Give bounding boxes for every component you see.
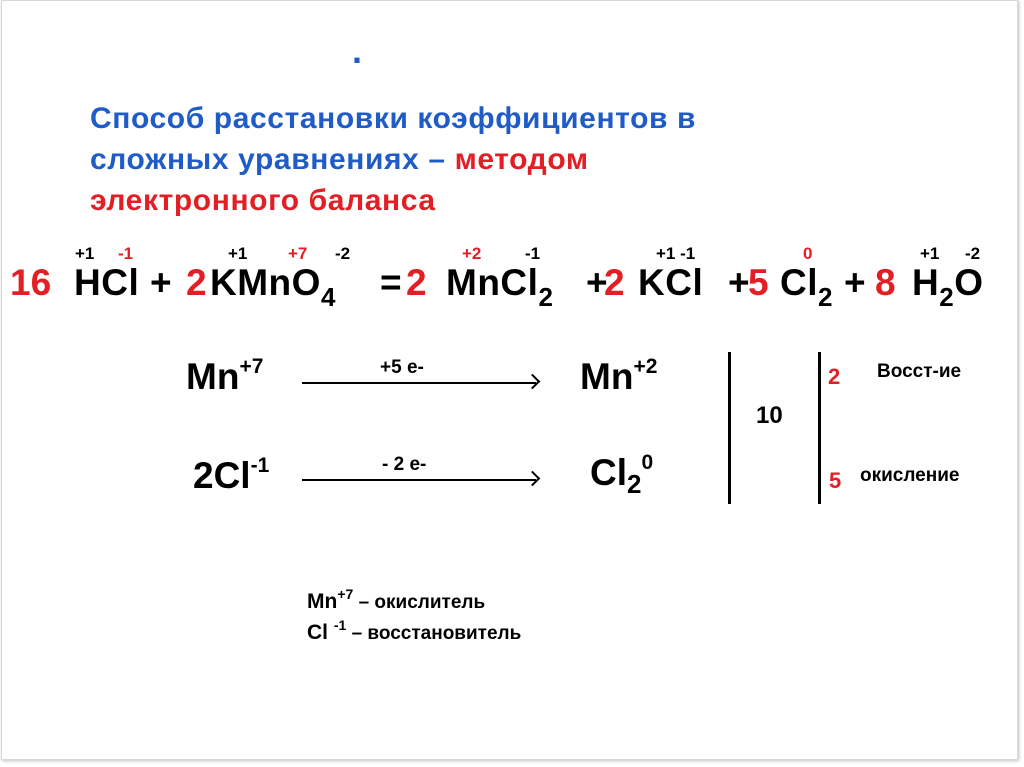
equals-sign: = <box>380 262 403 303</box>
ox-state-h-h2o: +1 <box>920 244 940 263</box>
title-line-2-blue: сложных уравнениях – <box>90 143 455 176</box>
ox-state-kcl: +1 -1 <box>656 244 696 263</box>
cl-arrow-icon <box>302 479 536 481</box>
formula-cl2: $Cl_2$ <box>780 262 833 312</box>
ox-state-cl-mncl2: -1 <box>525 244 541 263</box>
balance-line-left <box>728 352 731 504</box>
ox-state-mn: +7 <box>288 244 308 263</box>
formula-kmno4: KMnO$_4$ <box>210 262 336 312</box>
factor-oxidation: 5 <box>829 468 842 493</box>
ox-state-o: -2 <box>335 244 351 263</box>
ox-state-cl2: 0 <box>803 244 813 263</box>
coefficient-kcl: 2 <box>604 262 625 303</box>
cl-electron-label: - 2 e- <box>382 454 427 475</box>
mn-reactant: $Mn^{+7}$ <box>186 355 264 397</box>
plus-sign-3: + <box>844 262 867 303</box>
decorative-dot: . <box>352 30 363 71</box>
note-oxidizer: $Mn^{+7}$ – окислитель <box>307 586 486 613</box>
formula-hcl: HCl + <box>74 262 173 303</box>
label-oxidation: окисление <box>860 465 960 486</box>
mn-arrow-icon <box>302 382 536 384</box>
ox-state-h: +1 <box>75 244 95 263</box>
cl-product: $Cl_2^0$ <box>590 451 654 499</box>
ox-state-k: +1 <box>228 244 248 263</box>
ox-state-cl: -1 <box>118 244 134 263</box>
formula-kcl: KCl <box>638 262 704 303</box>
note-reducer: Cl $^{-1}$ – восстановитель <box>307 617 522 644</box>
coefficient-h2o: 8 <box>875 262 896 303</box>
title-line-2 <box>90 139 696 180</box>
slide-title <box>90 98 696 221</box>
plus-sign-2: + <box>728 262 751 303</box>
title-line-1: Способ расстановки коэффициентов в <box>90 102 697 135</box>
mn-electron-label: +5 e- <box>380 357 424 378</box>
coefficient-kmno4: 2 <box>186 262 207 303</box>
coefficient-mncl2: 2 <box>406 262 427 303</box>
balance-lcm: 10 <box>756 402 783 429</box>
ox-state-mn2: +2 <box>462 244 482 263</box>
formula-mncl2: MnCl$_2$ <box>446 262 554 312</box>
ox-state-o-h2o: -2 <box>965 244 981 263</box>
cl-reactant: $2Cl^{-1}$ <box>193 454 270 496</box>
title-line-3: электронного баланса <box>90 184 436 217</box>
factor-reduction: 2 <box>828 364 841 389</box>
title-line-2-red: методом <box>454 143 589 176</box>
balance-line-right <box>818 352 821 504</box>
plus-sign-1: + <box>586 262 609 303</box>
coefficient-cl2: 5 <box>748 262 769 303</box>
coefficient-hcl: 16 <box>10 262 52 303</box>
mn-product: $Mn^{+2}$ <box>580 355 658 397</box>
formula-h2o: $H_2O$ <box>912 262 984 312</box>
label-reduction: Восст-ие <box>877 361 962 382</box>
